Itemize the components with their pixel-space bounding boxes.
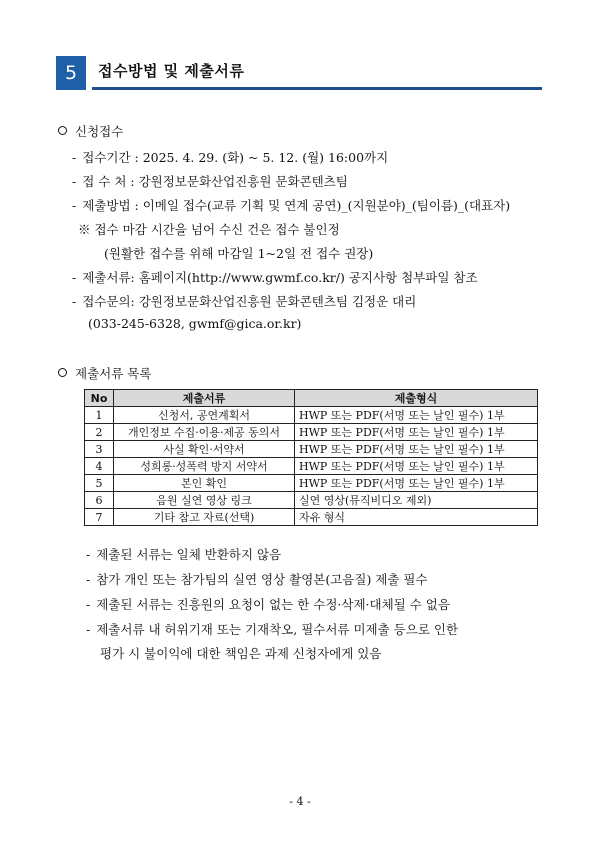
section-number: 5 <box>56 56 86 90</box>
document-format: HWP 또는 PDF(서명 또는 날인 필수) 1부 <box>295 407 538 424</box>
doc-list-heading: 제출서류 목록 <box>58 364 151 382</box>
column-header: 제출서류 <box>114 390 295 407</box>
document-format: HWP 또는 PDF(서명 또는 날인 필수) 1부 <box>295 424 538 441</box>
reception-place: - 접 수 처 : 강원정보문화산업진흥원 문화콘텐츠팀 <box>72 174 348 189</box>
note-video-required: - 참가 개인 또는 참가팀의 실연 영상 촬영본(고음질) 제출 필수 <box>86 572 428 587</box>
table-header-row <box>85 390 538 407</box>
section-header <box>56 56 542 90</box>
reception-note-deadline: ※ 접수 마감 시간을 넘어 수신 건은 접수 불인정 <box>78 222 340 237</box>
row-number: 7 <box>85 509 114 526</box>
note-no-return: - 제출된 서류는 일체 반환하지 않음 <box>86 547 282 562</box>
row-number: 5 <box>85 475 114 492</box>
table-row <box>85 441 538 458</box>
document-name: 사실 확인·서약서 <box>114 441 295 458</box>
row-number: 4 <box>85 458 114 475</box>
document-format: HWP 또는 PDF(서명 또는 날인 필수) 1부 <box>295 458 538 475</box>
section-title: 접수방법 및 제출서류 <box>98 62 245 80</box>
document-name: 기타 참고 자료(선택) <box>114 509 295 526</box>
circle-bullet-icon <box>58 368 67 377</box>
note-false-entry: - 제출서류 내 허위기재 또는 기재착오, 필수서류 미제출 등으로 인한 <box>86 622 459 637</box>
document-format: HWP 또는 PDF(서명 또는 날인 필수) 1부 <box>295 441 538 458</box>
column-header: No <box>85 390 114 407</box>
table-row <box>85 458 538 475</box>
reception-documents: - 제출서류: 홈페이지(http://www.gwmf.co.kr/) 공지사항 첨부파일 참조 <box>72 270 478 285</box>
note-responsibility: 평가 시 불이익에 대한 책임은 과제 신청자에게 있음 <box>100 646 382 661</box>
column-header: 제출형식 <box>295 390 538 407</box>
document-name: 개인정보 수집·이용·제공 동의서 <box>114 424 295 441</box>
document-name: 본인 확인 <box>114 475 295 492</box>
document-name: 음원 실연 영상 링크 <box>114 492 295 509</box>
row-number: 6 <box>85 492 114 509</box>
row-number: 1 <box>85 407 114 424</box>
reception-heading: 신청접수 <box>58 122 123 140</box>
row-number: 2 <box>85 424 114 441</box>
note-no-modification: - 제출된 서류는 진흥원의 요청이 없는 한 수정·삭제·대체될 수 없음 <box>86 597 450 612</box>
reception-contact: (033-245-6328, gwmf@gica.or.kr) <box>88 316 302 331</box>
reception-period: - 접수기간 : 2025. 4. 29. (화) ~ 5. 12. (월) 16:00까지 <box>72 150 389 165</box>
table-row <box>85 492 538 509</box>
table-row <box>85 424 538 441</box>
page-number: - 4 - <box>289 795 311 808</box>
reception-inquiry: - 접수문의: 강원정보문화산업진흥원 문화콘텐츠팀 김정운 대리 <box>72 294 417 309</box>
document-table <box>84 389 538 526</box>
document-format: 자유 형식 <box>295 509 538 526</box>
circle-bullet-icon <box>58 126 67 135</box>
reception-method: - 제출방법 : 이메일 접수(교류 기획 및 연계 공연)_(지원분야)_(팀이름)_(대표자) <box>72 198 511 213</box>
row-number: 3 <box>85 441 114 458</box>
document-format: HWP 또는 PDF(서명 또는 날인 필수) 1부 <box>295 475 538 492</box>
reception-note-recommend: (원활한 접수를 위해 마감일 1~2일 전 접수 권장) <box>104 246 374 261</box>
document-format: 실연 영상(뮤직비디오 제외) <box>295 492 538 509</box>
table-row <box>85 407 538 424</box>
table-row <box>85 509 538 526</box>
table-row <box>85 475 538 492</box>
header-divider <box>92 87 542 90</box>
document-name: 성희롱·성폭력 방지 서약서 <box>114 458 295 475</box>
document-name: 신청서, 공연계획서 <box>114 407 295 424</box>
